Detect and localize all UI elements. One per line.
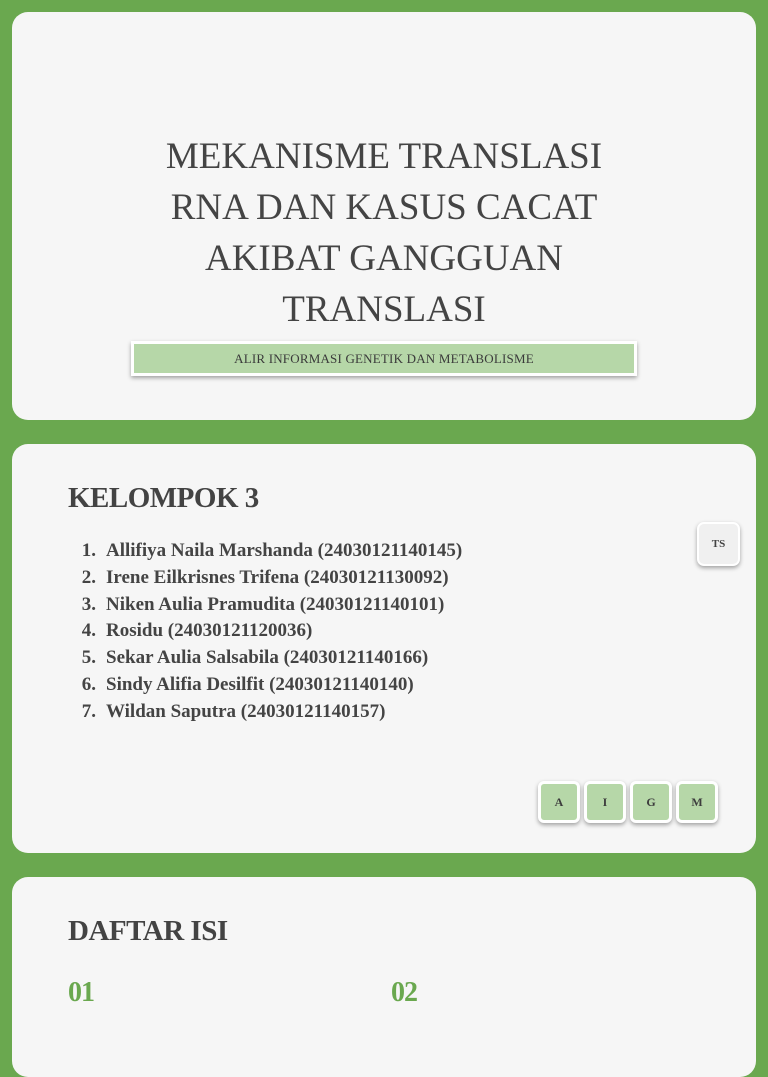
list-number: 7. (81, 700, 96, 722)
member-name: Allifiya Naila Marshanda (24030121140145) (106, 540, 463, 561)
list-number: 3. (81, 593, 96, 615)
title-line: RNA DAN KASUS CACAT (170, 186, 598, 228)
member-name: Sindy Alifia Desilfit (24030121140140) (106, 673, 414, 695)
list-item (70, 565, 462, 592)
list-item (70, 592, 462, 619)
list-number: 4. (81, 620, 96, 642)
subtitle-text: ALIR INFORMASI GENETIK DAN METABOLISME (134, 344, 634, 373)
member-list (70, 538, 462, 726)
presentation-title (12, 131, 756, 335)
subtitle-box (131, 341, 637, 376)
letter-button-m[interactable]: M (676, 781, 718, 823)
list-item (70, 618, 462, 645)
group-heading: KELOMPOK 3 (68, 482, 259, 514)
list-item (70, 672, 462, 699)
title-slide (12, 12, 756, 420)
toc-slide (12, 877, 756, 1077)
member-name: Niken Aulia Pramudita (24030121140101) (106, 593, 445, 615)
title-line: TRANSLASI (282, 288, 486, 330)
letter-button-i[interactable]: I (584, 781, 626, 823)
letter-button-g[interactable]: G (630, 781, 672, 823)
list-item (70, 538, 462, 565)
title-line: AKIBAT GANGGUAN (204, 237, 563, 279)
toc-number-01: 01 (68, 977, 94, 1008)
toc-heading: DAFTAR ISI (68, 915, 228, 947)
list-item (70, 645, 462, 672)
ts-button[interactable]: TS (697, 522, 740, 566)
list-item (70, 699, 462, 726)
letter-button-a[interactable]: A (538, 781, 580, 823)
member-name: Irene Eilkrisnes Trifena (24030121130092) (106, 566, 449, 588)
list-number: 2. (81, 566, 96, 588)
list-number: 1. (81, 540, 96, 561)
title-line: MEKANISME TRANSLASI (165, 135, 603, 177)
member-name: Rosidu (24030121120036) (106, 620, 313, 642)
member-name: Wildan Saputra (24030121140157) (106, 700, 386, 722)
member-name: Sekar Aulia Salsabila (24030121140166) (106, 647, 429, 669)
list-number: 6. (81, 673, 96, 695)
list-number: 5. (81, 647, 96, 669)
aigm-button-group (538, 781, 718, 823)
toc-number-02: 02 (391, 977, 417, 1008)
